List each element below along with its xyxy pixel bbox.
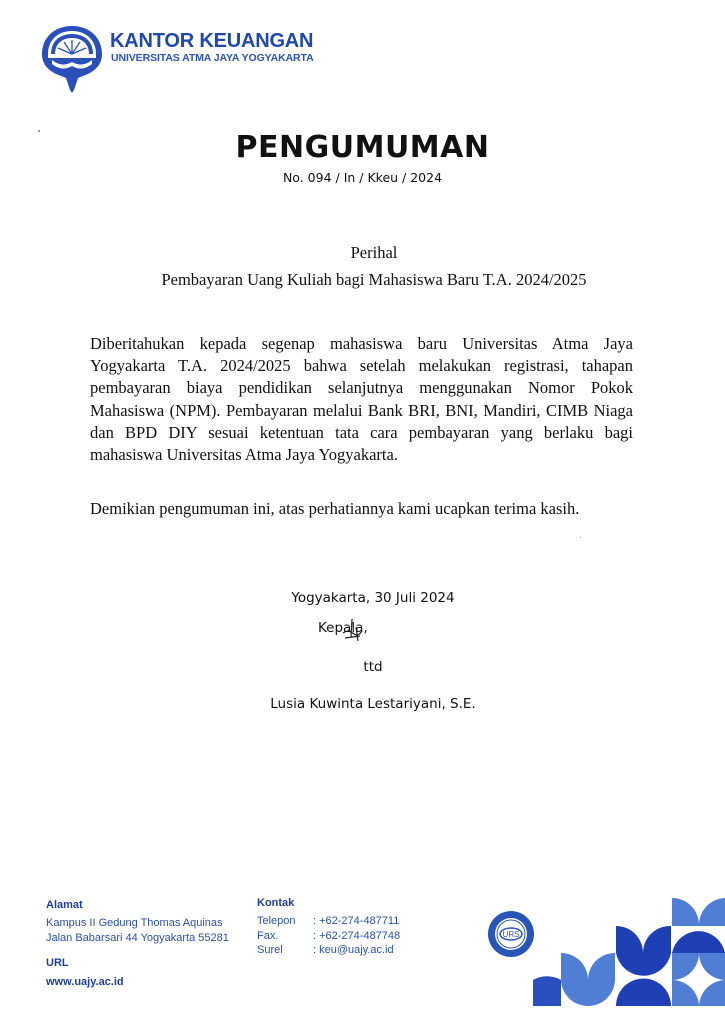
scan-speck xyxy=(580,537,581,538)
contact-value-fax: : +62-274-487748 xyxy=(313,929,401,942)
document-title: PENGUMUMAN xyxy=(235,130,490,165)
body-paragraph: Diberitahukan kepada segenap mahasiswa baru Universitas Atma Jaya Yogyakarta T.A. 2024/2025 bahwa setelah melakukan registrasi, tahapan pembayaran biaya pendidikan selanjutnya menggunakan Nomor Pokok Mahasiswa (NPM). Pembayaran melalui Bank BRI, BNI, Mandiri, CIMB Niaga dan BPD DIY sesuai ketentuan tata cara pembayaran yang berlaku bagi mahasiswa Universitas Atma Jaya Yogyakarta. xyxy=(90,334,633,465)
url-link[interactable]: www.uajy.ac.id xyxy=(46,976,124,988)
certification-seal-icon xyxy=(487,910,535,958)
decorative-pattern xyxy=(530,896,725,1008)
signer-name: Lusia Kuwinta Lestariyani, S.E. xyxy=(270,696,476,712)
url-label: URL xyxy=(46,957,69,969)
ttd-label: ttd xyxy=(363,659,383,675)
contact-list xyxy=(257,914,400,958)
contact-value-phone: : +62-274-487711 xyxy=(313,915,400,927)
contact-row-phone xyxy=(257,914,400,929)
office-name: KANTOR KEUANGAN xyxy=(110,30,314,52)
contact-label-phone: Telepon xyxy=(257,915,296,927)
address-text xyxy=(46,916,229,945)
contact-label-fax: Fax. xyxy=(257,929,279,942)
contact-row-email xyxy=(257,943,400,958)
university-name: UNIVERSITAS ATMA JAYA YOGYAKARTA xyxy=(111,52,314,64)
contact-label-email: Surel xyxy=(257,944,283,956)
contact-label: Kontak xyxy=(257,897,295,909)
contact-row-fax xyxy=(257,929,400,944)
address-line: Kampus II Gedung Thomas Aquinas xyxy=(46,917,223,929)
perihal-label: Perihal xyxy=(350,243,398,262)
address-label: Alamat xyxy=(46,899,83,911)
address-line: Jalan Babarsari 44 Yogyakarta 55281 xyxy=(46,931,229,944)
place-date: Yogyakarta, 30 Juli 2024 xyxy=(291,590,455,606)
subject-line: Pembayaran Uang Kuliah bagi Mahasiswa Baru T.A. 2024/2025 xyxy=(161,270,587,289)
university-logo-icon xyxy=(40,24,104,94)
contact-value-email[interactable]: : keu@uajy.ac.id xyxy=(313,944,394,956)
document-number: No. 094 / In / Kkeu / 2024 xyxy=(282,170,443,185)
signer-position: Kepala, xyxy=(318,620,368,636)
closing-paragraph: Demikian pengumuman ini, atas perhatiannya kami ucapkan terima kasih. xyxy=(90,499,580,518)
cert-text: URS xyxy=(502,930,520,939)
